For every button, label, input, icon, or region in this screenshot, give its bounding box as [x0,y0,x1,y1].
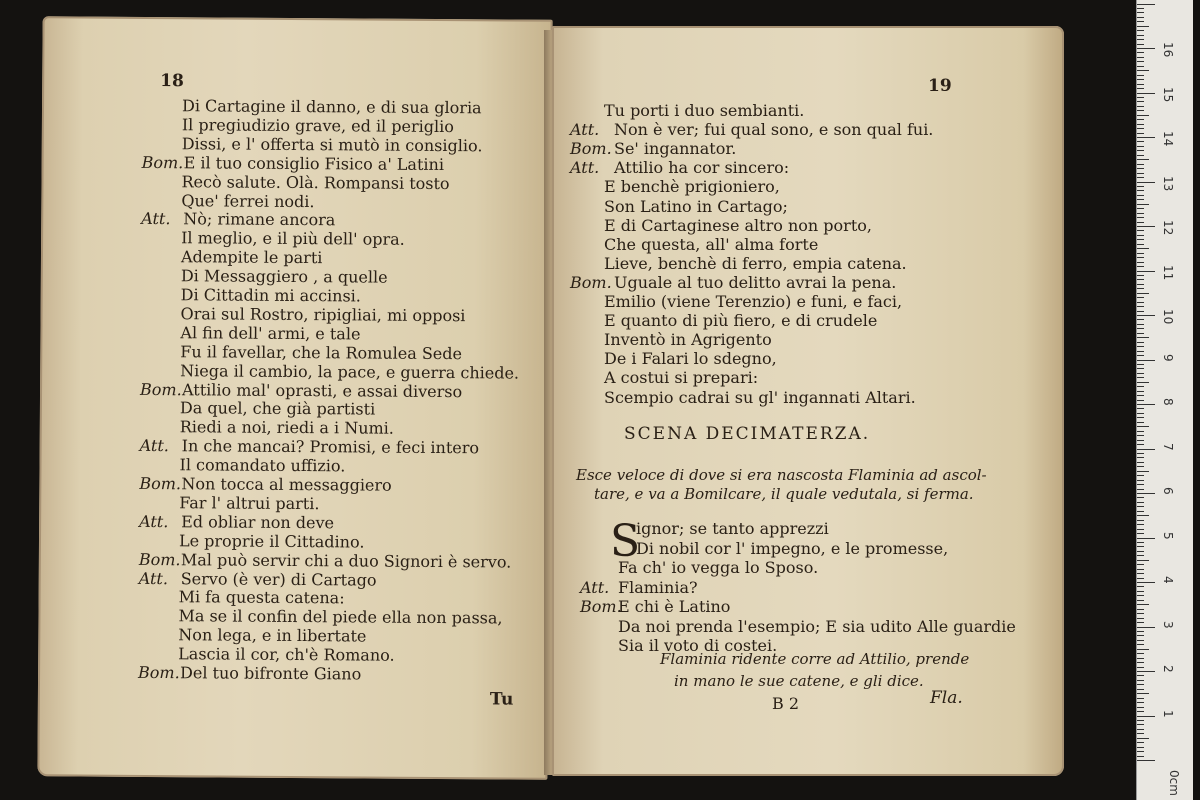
ruler-tick [1137,26,1149,27]
ruler-tick [1137,520,1144,521]
ruler-tick [1137,44,1144,45]
ruler-tick [1137,222,1144,223]
ruler-tick [1137,306,1144,307]
ruler-tick [1137,457,1144,458]
ruler-tick [1137,560,1149,561]
ruler-tick [1137,529,1144,530]
ruler-tick [1137,257,1144,258]
ruler-tick [1137,635,1144,636]
speaker-label: Att. [570,158,600,178]
ruler-number: 1 [1161,709,1175,718]
verse-line: Nò; rimane ancora [183,209,336,230]
ruler-tick [1137,413,1144,414]
ruler-tick [1137,671,1155,672]
ruler-tick [1137,101,1144,102]
verse-line: Da noi prenda l'esempio; E sia udito Alle guardie [618,616,1016,636]
ruler-tick [1137,106,1144,107]
ruler-tick [1137,747,1144,748]
ruler-tick [1137,756,1144,757]
ruler-tick [1137,208,1144,209]
ruler-tick [1137,119,1144,120]
verse-line: Sia il voto di costei. [618,636,778,655]
left-page [37,16,552,780]
ruler-tick [1137,542,1144,543]
speaker-label: Att. [139,436,169,456]
ruler-unit: 0cm [1166,770,1181,796]
verse-line: Mal può servir chi a duo Signori è servo. [180,549,512,572]
ruler-tick [1137,61,1144,62]
ruler-tick [1137,52,1144,53]
ruler-tick [1137,360,1155,361]
verse-line: E quanto di più fiero, e di crudele [604,311,878,331]
ruler-tick [1137,631,1144,632]
verse-line: Al fin dell' armi, e tale [180,322,361,344]
ruler-tick [1137,386,1144,387]
speaker-label: Bom. [580,597,622,616]
verse-line: Flaminia? [618,577,698,597]
ruler-tick [1137,502,1144,503]
ruler-tick [1137,293,1149,294]
verse-line: E di Cartaginese altro non porto, [604,215,872,235]
speaker-label: Bom. [139,379,182,399]
ruler-tick [1137,471,1149,472]
ruler-tick [1137,649,1149,650]
scene-title: SCENA DECIMATERZA. [624,424,871,444]
ruler-tick [1137,333,1144,334]
verse-line: Niega il cambio, la pace, e guerra chiede. [180,360,520,383]
ruler-number: 10 [1161,309,1175,325]
catchword: Tu [489,689,514,710]
stage-direction-line: tare, e va a Bomilcare, il quale vedutala, si ferma. [594,485,974,503]
ruler-tick [1137,716,1155,717]
ruler-tick [1137,48,1155,49]
ruler-number: 16 [1161,42,1175,58]
ruler-tick [1137,262,1144,263]
verse-line: Fu il favellar, che la Romulea Sede [180,341,463,363]
ruler-tick [1137,351,1144,352]
ruler-tick [1137,751,1144,752]
ruler-tick [1137,244,1144,245]
ruler-tick [1137,4,1155,5]
ruler-tick [1137,440,1144,441]
ruler-tick [1137,689,1144,690]
ruler-tick [1137,506,1144,507]
ruler-tick [1137,230,1144,231]
speaker-label: Bom. [139,473,182,494]
page-number: 19 [928,76,952,96]
ruler-tick [1137,284,1144,285]
ruler-tick [1137,551,1144,552]
ruler-tick [1137,622,1144,623]
verse-line: Lieve, benchè di ferro, empia catena. [604,253,907,273]
ruler-tick [1137,346,1144,347]
ruler-tick [1137,364,1144,365]
verse-line: Recò salute. Olà. Rompansi tosto [181,171,450,193]
right-page [552,26,1064,776]
ruler-tick [1137,431,1144,432]
ruler-tick [1137,546,1144,547]
ruler-tick [1137,466,1144,467]
ruler-tick [1137,404,1155,405]
ruler-number: 13 [1161,175,1175,191]
ruler-tick [1137,164,1144,165]
ruler-tick [1137,226,1155,227]
ruler-tick [1137,658,1144,659]
ruler-tick [1137,453,1144,454]
speaker-label: Att. [138,568,169,588]
ruler-tick [1137,75,1144,76]
ruler-tick [1137,217,1144,218]
ruler-number: 7 [1161,442,1175,451]
ruler-tick [1137,738,1149,739]
ruler-tick [1137,124,1144,125]
verse-line: Il meglio, e il più dell' opra. [181,228,405,250]
ruler-tick [1137,426,1149,427]
verse-line: E il tuo consiglio Fisico a' Latini [183,152,445,174]
ruler-tick [1137,155,1144,156]
ruler-tick [1137,182,1155,183]
ruler-tick [1137,110,1144,111]
ruler-tick [1137,39,1144,40]
ruler-tick [1137,524,1144,525]
ruler-tick [1137,595,1144,596]
ruler-tick [1137,137,1155,138]
verse-line: Il comandato uffizio. [179,455,346,476]
verse-line: In che mancai? Promisi, e feci intero [181,436,480,458]
ruler-tick [1137,435,1144,436]
ruler-tick [1137,8,1144,9]
ruler-tick [1137,586,1144,587]
verse-line: Di Cartagine il danno, e di sua gloria [181,96,482,118]
verse-line: Ma se il confin del piede ella non passa, [178,606,503,628]
ruler-tick [1137,146,1144,147]
ruler-tick [1137,266,1144,267]
ruler-tick [1137,173,1144,174]
ruler-tick [1137,35,1144,36]
measuring-ruler [1136,0,1193,800]
ruler-tick [1137,190,1144,191]
verse-line: Riedi a noi, riedi a i Numi. [179,417,394,438]
verse-line: Di Messaggiero , a quelle [180,266,388,287]
ruler-tick [1137,497,1144,498]
ruler-tick [1137,720,1144,721]
ruler-tick [1137,662,1144,663]
ruler-tick [1137,324,1144,325]
ruler-tick [1137,355,1144,356]
ruler-tick [1137,493,1155,494]
ruler-tick [1137,199,1144,200]
speaker-label: Att. [139,511,169,531]
ruler-number: 2 [1161,665,1175,673]
verse-line: E chi è Latino [618,597,731,616]
ruler-number: 15 [1161,86,1175,102]
ruler-tick [1137,653,1144,654]
verse-line: Scempio cadrai su gl' ingannati Altari. [604,387,916,407]
ruler-tick [1137,373,1144,374]
speaker-label: Att. [580,577,610,597]
ruler-tick [1137,604,1149,605]
ruler-tick [1137,337,1149,338]
verse-line: Orai sul Rostro, ripigliai, mi opposi [180,304,466,326]
verse-line: Di nobil cor l' impegno, e le promesse, [636,538,949,558]
ruler-tick [1137,159,1149,160]
ruler-tick [1137,729,1144,730]
ruler-number: 3 [1161,620,1175,629]
ruler-tick [1137,395,1144,396]
verse-line: Mi fa questa catena: [178,587,345,608]
ruler-tick [1137,275,1144,276]
verse-line: Ed obliar non deve [181,512,335,533]
verse-line: Emilio (viene Terenzio) e funi, e faci, [604,292,903,311]
verse-line: Se' ingannator. [614,139,737,159]
verse-line: Dissi, e l' offerta si mutò in consiglio. [181,134,483,156]
ruler-tick [1137,693,1149,694]
ruler-tick [1137,538,1155,539]
ruler-tick [1137,760,1155,761]
ruler-tick [1137,702,1144,703]
ruler-tick [1137,555,1144,556]
ruler-tick [1137,57,1144,58]
ruler-tick [1137,564,1144,565]
ruler-tick [1137,168,1144,169]
ruler-tick [1137,315,1155,316]
ruler-tick [1137,70,1149,71]
verse-line: Non è ver; fui qual sono, e son qual fui. [614,120,934,140]
verse-line: Adempite le parti [180,247,323,268]
ruler-tick [1137,328,1144,329]
stage-direction-line: Esce veloce di dove si era nascosta Flaminia ad ascol- [576,466,987,484]
ruler-tick [1137,186,1144,187]
verse-line: Lascia il cor, ch'è Romano. [178,644,395,665]
ruler-tick [1137,93,1155,94]
ruler-tick [1137,698,1144,699]
ruler-tick [1137,248,1149,249]
verse-line: Que' ferrei nodi. [181,190,315,211]
ruler-tick [1137,422,1144,423]
ruler-number: 14 [1161,131,1175,147]
ruler-tick [1137,640,1144,641]
ruler-tick [1137,133,1144,134]
page-number: 18 [160,71,184,92]
ruler-tick [1137,462,1144,463]
ruler-tick [1137,675,1144,676]
ruler-tick [1137,489,1144,490]
verse-line: Son Latino in Cartago; [604,196,788,216]
ruler-tick [1137,569,1144,570]
speaker-label: Bom. [570,139,612,159]
ruler-tick [1137,591,1144,592]
verse-line: Uguale al tuo delitto avrai la pena. [614,272,897,292]
ruler-tick [1137,311,1144,312]
speaker-label: Bom. [570,272,612,292]
ruler-tick [1137,279,1144,280]
speaker-label: Bom. [138,662,180,683]
verse-line: Che questa, all' alma forte [604,234,819,254]
ruler-tick [1137,618,1144,619]
verse-line: E benchè prigioniero, [604,177,780,197]
ruler-tick [1137,408,1144,409]
ruler-tick [1137,667,1144,668]
verse-line: Da quel, che già partisti [179,398,376,419]
ruler-tick [1137,475,1144,476]
ruler-tick [1137,235,1144,236]
drop-cap: S [610,516,641,567]
ruler-tick [1137,391,1144,392]
ruler-tick [1137,271,1155,272]
ruler-tick [1137,12,1144,13]
ruler-tick [1137,417,1144,418]
verse-line: Servo (è ver) di Cartago [180,568,377,590]
ruler-tick [1137,88,1144,89]
ruler-tick [1137,627,1155,628]
ruler-tick [1137,582,1155,583]
verse-line: Inventò in Agrigento [604,330,772,350]
ruler-number: 4 [1161,576,1175,584]
ruler-tick [1137,213,1144,214]
ruler-tick [1137,684,1144,685]
ruler-tick [1137,573,1144,574]
ruler-tick [1137,400,1144,401]
verse-line: Il pregiudizio grave, ed il periglio [181,115,454,136]
ruler-tick [1137,30,1144,31]
ruler-tick [1137,66,1144,67]
ruler-tick [1137,609,1144,610]
ruler-number: 5 [1161,531,1175,540]
ruler-tick [1137,484,1144,485]
ruler-tick [1137,480,1144,481]
ruler-tick [1137,150,1144,151]
ruler-number: 12 [1161,220,1175,236]
ruler-tick [1137,297,1144,298]
ruler-tick [1137,444,1144,445]
ruler-tick [1137,239,1144,240]
speaker-label: Bom. [138,549,181,569]
ruler-tick [1137,533,1144,534]
verse-line: Del tuo bifronte Giano [180,663,362,684]
ruler-tick [1137,195,1144,196]
ruler-tick [1137,724,1144,725]
ruler-number: 11 [1161,264,1175,280]
stage-direction-line: Flaminia ridente corre ad Attilio, prende [660,650,970,668]
ruler-tick [1137,449,1155,450]
ruler-tick [1137,253,1144,254]
verse-line: De i Falari lo sdegno, [604,349,777,369]
ruler-tick [1137,17,1144,18]
ruler-tick [1137,600,1144,601]
ruler-tick [1137,21,1144,22]
verse-line: Far l' altrui parti. [179,493,320,514]
ruler-tick [1137,342,1144,343]
ruler-tick [1137,680,1144,681]
verse-line: Non lega, e in libertate [178,625,367,646]
catchword: Fla. [930,688,963,708]
ruler-tick [1137,382,1149,383]
ruler-number: 9 [1161,353,1175,362]
verse-line: ignor; se tanto apprezzi [636,519,829,538]
verse-line: Non tocca al messaggiero [181,474,392,495]
ruler-number: 8 [1161,398,1175,406]
ruler-tick [1137,84,1144,85]
ruler-tick [1137,711,1144,712]
ruler-tick [1137,742,1144,743]
ruler-tick [1137,141,1144,142]
ruler-tick [1137,644,1144,645]
verse-line: Attilio mal' oprasti, e assai diverso [181,379,463,401]
ruler-tick [1137,511,1144,512]
ruler-tick [1137,515,1149,516]
ruler-number: 6 [1161,487,1175,495]
speaker-label: Att. [570,120,600,140]
speaker-label: Att. [141,209,171,229]
verse-line: A costui si prepari: [604,368,759,388]
ruler-tick [1137,204,1149,205]
ruler-tick [1137,288,1144,289]
ruler-tick [1137,733,1144,734]
ruler-tick [1137,613,1144,614]
ruler-tick [1137,302,1144,303]
ruler-tick [1137,97,1144,98]
ruler-tick [1137,128,1144,129]
verse-line: Di Cittadin mi accinsi. [180,285,361,306]
verse-line: Fa ch' io vegga lo Sposo. [618,558,819,577]
signature-mark: B 2 [772,694,800,713]
speaker-label: Bom. [141,152,184,172]
verse-line: Tu porti i duo sembianti. [604,101,805,120]
ruler-tick [1137,177,1144,178]
ruler-tick [1137,79,1144,80]
verse-line: Le proprie il Cittadino. [178,530,365,552]
ruler-tick [1137,115,1149,116]
ruler-tick [1137,578,1144,579]
stage-direction-line: in mano le sue catene, e gli dice. [674,672,924,690]
ruler-tick [1137,377,1144,378]
ruler-tick [1137,707,1144,708]
ruler-tick [1137,319,1144,320]
ruler-tick [1137,368,1144,369]
verse-line: Attilio ha cor sincero: [614,158,790,178]
